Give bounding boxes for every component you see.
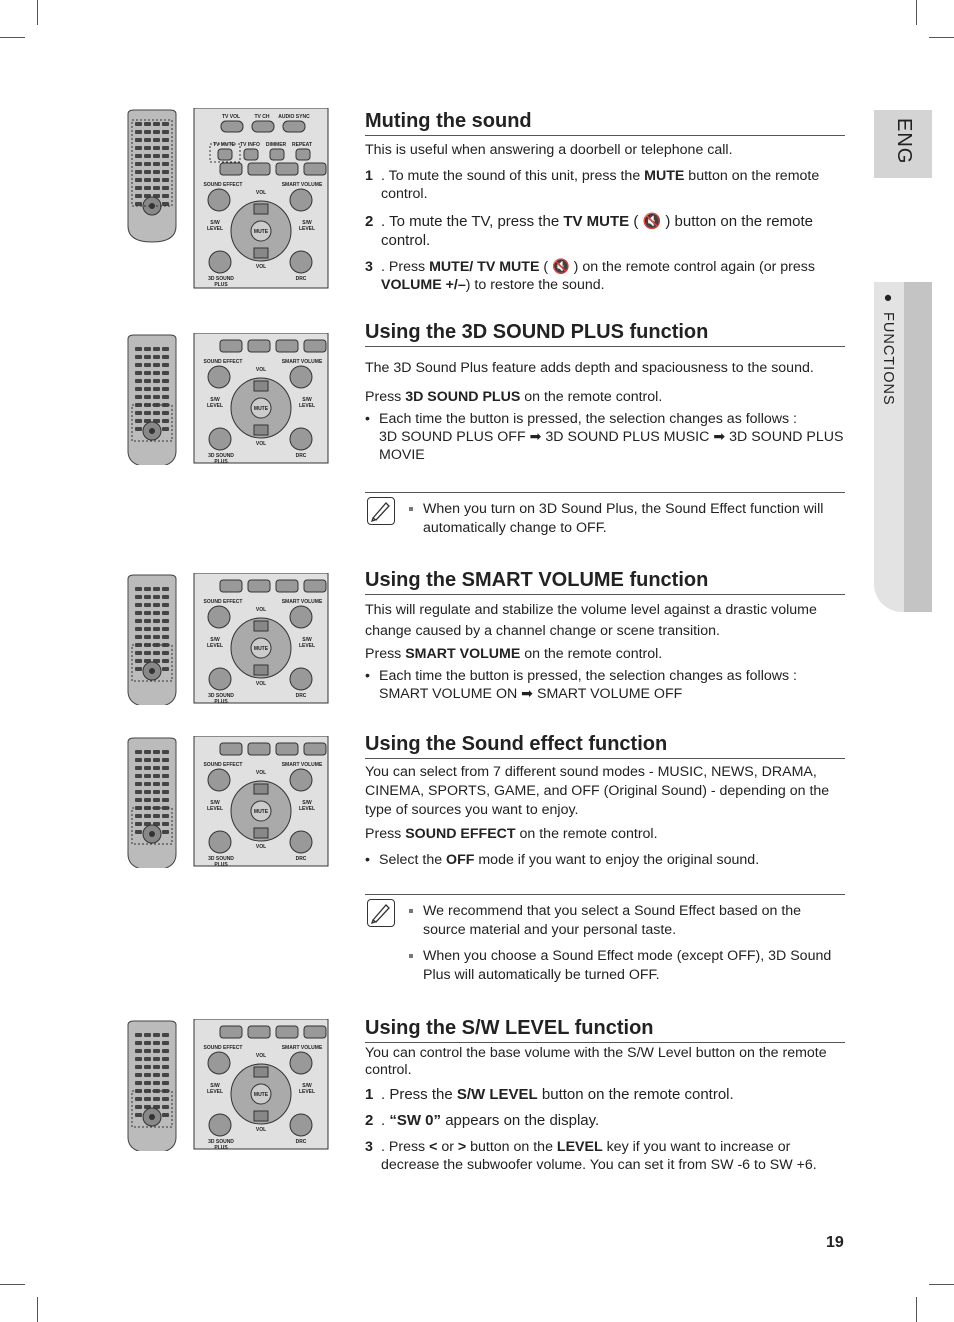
bullet-text: Select the <box>379 852 447 868</box>
press-text: on the remote control. <box>520 646 663 662</box>
svg-text:MUTE: MUTE <box>253 809 269 815</box>
section-title: Using the 3D SOUND PLUS function <box>365 321 709 343</box>
svg-text:SMART VOLUME: SMART VOLUME <box>281 1045 323 1051</box>
bullet-sequence: 3D SOUND PLUS OFF ➡ 3D SOUND PLUS MUSIC ➡ 3D SOUND PLUS MOVIE <box>379 429 844 463</box>
step-number: 1 <box>365 168 373 184</box>
step-bold: “SW 0” <box>389 1112 442 1129</box>
press-text: Press <box>365 389 406 405</box>
svg-text:DRC: DRC <box>295 276 307 282</box>
svg-text:MUTE: MUTE <box>253 1092 269 1098</box>
svg-text:LEVEL: LEVEL <box>206 643 224 649</box>
svg-text:S/W: S/W <box>210 637 220 643</box>
remote-svg <box>124 573 330 705</box>
step-bold: LEVEL <box>556 1139 603 1155</box>
step-bold: S/W LEVEL <box>456 1086 538 1103</box>
step-bold: VOLUME +/– <box>381 277 466 293</box>
remote-illustration-mute <box>124 108 330 295</box>
step-number: 2 <box>365 213 374 230</box>
svg-text:SOUND EFFECT: SOUND EFFECT <box>203 762 243 768</box>
crop-mark <box>37 1297 38 1322</box>
svg-text:3D SOUND: 3D SOUND <box>208 276 234 282</box>
svg-text:TV MUTE: TV MUTE <box>213 142 235 148</box>
note-item: We recommend that you select a Sound Effect based on the source material and your personal taste. <box>423 902 845 940</box>
note-box-sound-effect <box>365 894 845 987</box>
svg-text:VOL: VOL <box>255 264 267 270</box>
svg-text:S/W: S/W <box>302 1083 312 1089</box>
crop-mark <box>929 37 954 38</box>
intro-text: The 3D Sound Plus feature adds depth and spaciousness to the sound. <box>365 360 814 376</box>
section-title: Using the Sound effect function <box>365 733 668 755</box>
tv-mute-icon: 🔇 <box>642 213 662 230</box>
bullet-text: • Each time the button is pressed, the selection changes as follows : <box>379 668 797 684</box>
svg-text:DRC: DRC <box>295 693 307 699</box>
svg-text:VOL: VOL <box>255 770 267 776</box>
step-text: ) on the remote control again (or press <box>569 259 815 275</box>
svg-text:SOUND EFFECT: SOUND EFFECT <box>203 359 243 365</box>
section-tab-text: FUNCTIONS <box>880 312 896 406</box>
note-pen-icon <box>367 497 395 525</box>
press-bold: SOUND EFFECT <box>405 826 516 842</box>
step-text: . To mute the sound of this unit, press the <box>381 168 645 184</box>
svg-text:MUTE: MUTE <box>253 229 269 235</box>
step-bold: MUTE/ TV MUTE <box>429 259 540 275</box>
step-text: ( <box>629 213 643 230</box>
bullet-bold: OFF <box>446 852 475 868</box>
svg-text:TV CH: TV CH <box>254 114 270 120</box>
bullet-sequence: SMART VOLUME ON ➡ SMART VOLUME OFF <box>379 686 683 702</box>
svg-text:REPEAT: REPEAT <box>292 142 312 148</box>
note-pen-icon <box>367 899 395 927</box>
svg-text:3D SOUND: 3D SOUND <box>208 1139 234 1145</box>
svg-text:PLUS: PLUS <box>214 862 228 868</box>
press-instruction <box>365 645 845 664</box>
step-text: . To mute the TV, press the <box>381 213 564 230</box>
step-3 <box>365 258 845 294</box>
step-number: 1 <box>365 1086 374 1103</box>
step-number: 2 <box>365 1112 374 1129</box>
note-item: When you turn on 3D Sound Plus, the Sound Effect function will automatically change to OFF. <box>423 500 845 538</box>
press-instruction <box>365 388 845 407</box>
remote-svg <box>124 333 330 465</box>
step-text: . Press <box>381 259 430 275</box>
svg-text:DRC: DRC <box>295 1139 307 1145</box>
svg-text:VOL: VOL <box>255 190 267 196</box>
svg-text:DIMMER: DIMMER <box>265 142 287 148</box>
section-title: Using the SMART VOLUME function <box>365 569 709 591</box>
step-bold: MUTE <box>644 168 685 184</box>
step-text: button on the <box>466 1139 557 1155</box>
step-3 <box>365 1138 845 1174</box>
svg-text:SMART VOLUME: SMART VOLUME <box>281 359 323 365</box>
step-number: 3 <box>365 1139 373 1155</box>
step-2 <box>365 1112 845 1130</box>
section-title: Muting the sound <box>365 110 532 132</box>
section-tab <box>874 282 932 612</box>
svg-text:LEVEL: LEVEL <box>206 403 224 409</box>
section-title: Using the S/W LEVEL function <box>365 1017 654 1039</box>
svg-text:VOL: VOL <box>255 1053 267 1059</box>
svg-text:SMART VOLUME: SMART VOLUME <box>281 599 323 605</box>
svg-text:DRC: DRC <box>295 856 307 862</box>
svg-text:PLUS: PLUS <box>214 1145 228 1151</box>
note-box-3d <box>365 492 845 541</box>
svg-text:DRC: DRC <box>295 453 307 459</box>
svg-text:3D SOUND: 3D SOUND <box>208 856 234 862</box>
divider <box>365 346 845 347</box>
language-tab <box>874 110 932 178</box>
svg-text:SOUND EFFECT: SOUND EFFECT <box>203 599 243 605</box>
svg-text:TV INFO: TV INFO <box>240 142 260 148</box>
svg-text:LEVEL: LEVEL <box>206 1089 224 1095</box>
crop-mark <box>929 1284 954 1285</box>
svg-text:3D SOUND: 3D SOUND <box>208 453 234 459</box>
svg-text:3D SOUND: 3D SOUND <box>208 693 234 699</box>
svg-text:VOL: VOL <box>255 844 267 850</box>
bullet-item <box>365 410 845 464</box>
remote-svg <box>124 108 330 290</box>
svg-text:LEVEL: LEVEL <box>206 806 224 812</box>
svg-text:MUTE: MUTE <box>253 406 269 412</box>
svg-text:S/W: S/W <box>210 220 220 226</box>
section-sw-level <box>365 1016 845 1174</box>
svg-text:LEVEL: LEVEL <box>298 226 316 232</box>
step-1 <box>365 167 845 203</box>
step-text: . Press <box>381 1139 430 1155</box>
intro-text: You can control the base volume with the S/W Level button on the remote control. <box>365 1045 827 1078</box>
section-tab-strip <box>904 282 932 612</box>
svg-text:TV VOL: TV VOL <box>221 114 241 120</box>
remote-svg <box>124 736 330 868</box>
step-1 <box>365 1086 845 1104</box>
svg-text:VOL: VOL <box>255 1127 267 1133</box>
svg-text:VOL: VOL <box>255 367 267 373</box>
language-label: ENG <box>893 118 915 165</box>
remote-illustration-sw-level <box>124 1019 330 1156</box>
section-tab-label: ● FUNCTIONS <box>880 290 896 406</box>
page-number: 19 <box>826 1234 844 1251</box>
intro-text: This is useful when answering a doorbell or telephone call. <box>365 142 733 158</box>
step-text: appears on the display. <box>441 1112 600 1129</box>
divider <box>365 594 845 595</box>
svg-text:SMART VOLUME: SMART VOLUME <box>281 762 323 768</box>
svg-text:S/W: S/W <box>302 637 312 643</box>
svg-text:MUTE: MUTE <box>253 646 269 652</box>
remote-illustration-sound-effect <box>124 736 330 873</box>
bullet-item <box>365 851 845 869</box>
divider <box>365 135 845 136</box>
remote-svg <box>124 1019 330 1151</box>
svg-text:VOL: VOL <box>255 681 267 687</box>
step-text: button on the remote control. <box>381 168 820 202</box>
bullet-item <box>365 667 845 703</box>
press-instruction <box>365 825 845 844</box>
divider <box>365 1042 845 1043</box>
svg-text:PLUS: PLUS <box>214 282 228 288</box>
press-bold: 3D SOUND PLUS <box>405 389 521 405</box>
remote-illustration-smart-volume <box>124 573 330 710</box>
svg-text:LEVEL: LEVEL <box>298 403 316 409</box>
intro-text: This will regulate and stabilize the volume level against a drastic volume change caused by a channel change or scene transition. <box>365 602 817 639</box>
svg-text:S/W: S/W <box>210 800 220 806</box>
svg-text:SOUND EFFECT: SOUND EFFECT <box>203 1045 243 1051</box>
svg-text:S/W: S/W <box>302 397 312 403</box>
step-text: or <box>437 1139 458 1155</box>
crop-mark <box>37 0 38 25</box>
svg-text:PLUS: PLUS <box>214 699 228 705</box>
step-text: . Press the <box>381 1086 457 1103</box>
tv-mute-icon: 🔇 <box>552 259 570 275</box>
step-text: button on the remote control. <box>537 1086 734 1103</box>
press-text: Press <box>365 646 406 662</box>
crop-mark <box>916 1297 917 1322</box>
right-arrow-icon: > <box>457 1139 467 1155</box>
svg-text:LEVEL: LEVEL <box>298 643 316 649</box>
note-item: When you choose a Sound Effect mode (except OFF), 3D Sound Plus will automatically be turned OFF. <box>423 947 845 985</box>
crop-mark <box>0 37 25 38</box>
divider <box>365 758 845 759</box>
press-text: on the remote control. <box>515 826 658 842</box>
left-arrow-icon: < <box>429 1139 438 1155</box>
step-text: ) button on the remote control. <box>381 213 813 249</box>
svg-text:PLUS: PLUS <box>214 459 228 465</box>
section-muting <box>365 109 845 294</box>
press-bold: SMART VOLUME <box>405 646 521 662</box>
svg-text:SMART VOLUME: SMART VOLUME <box>281 182 323 188</box>
section-3d-sound-plus <box>365 320 845 464</box>
intro-text: You can select from 7 different sound modes - MUSIC, NEWS, DRAMA, CINEMA, SPORTS, GAME, and OFF (Original Sound) - depending on the type of sources you want to enjoy. <box>365 764 830 818</box>
svg-text:VOL: VOL <box>255 441 267 447</box>
bullet-text: mode if you want to enjoy the original sound. <box>474 852 760 868</box>
step-text: key if you want to increase or decrease the subwoofer volume. You can set it from SW -6 to SW +6. <box>381 1139 817 1173</box>
svg-text:S/W: S/W <box>210 397 220 403</box>
step-text: ) to restore the sound. <box>465 277 605 293</box>
svg-text:LEVEL: LEVEL <box>298 806 316 812</box>
svg-text:LEVEL: LEVEL <box>206 226 224 232</box>
section-sound-effect <box>365 732 845 869</box>
svg-text:LEVEL: LEVEL <box>298 1089 316 1095</box>
step-number: 3 <box>365 259 373 275</box>
press-text: Press <box>365 826 406 842</box>
svg-text:S/W: S/W <box>210 1083 220 1089</box>
press-text: on the remote control. <box>520 389 663 405</box>
bullet-text: • Each time the button is pressed, the selection changes as follows : <box>379 411 797 427</box>
svg-text:S/W: S/W <box>302 800 312 806</box>
crop-mark <box>916 0 917 25</box>
step-bold: TV MUTE <box>563 213 630 230</box>
svg-text:AUDIO SYNC: AUDIO SYNC <box>278 114 310 120</box>
crop-mark <box>0 1284 25 1285</box>
step-2 <box>365 212 845 250</box>
svg-text:SOUND EFFECT: SOUND EFFECT <box>203 182 243 188</box>
section-smart-volume <box>365 568 845 703</box>
step-text: . <box>381 1112 390 1129</box>
remote-illustration-3d-sound-plus <box>124 333 330 470</box>
svg-text:S/W: S/W <box>302 220 312 226</box>
svg-text:VOL: VOL <box>255 607 267 613</box>
step-text: ( <box>539 259 553 275</box>
